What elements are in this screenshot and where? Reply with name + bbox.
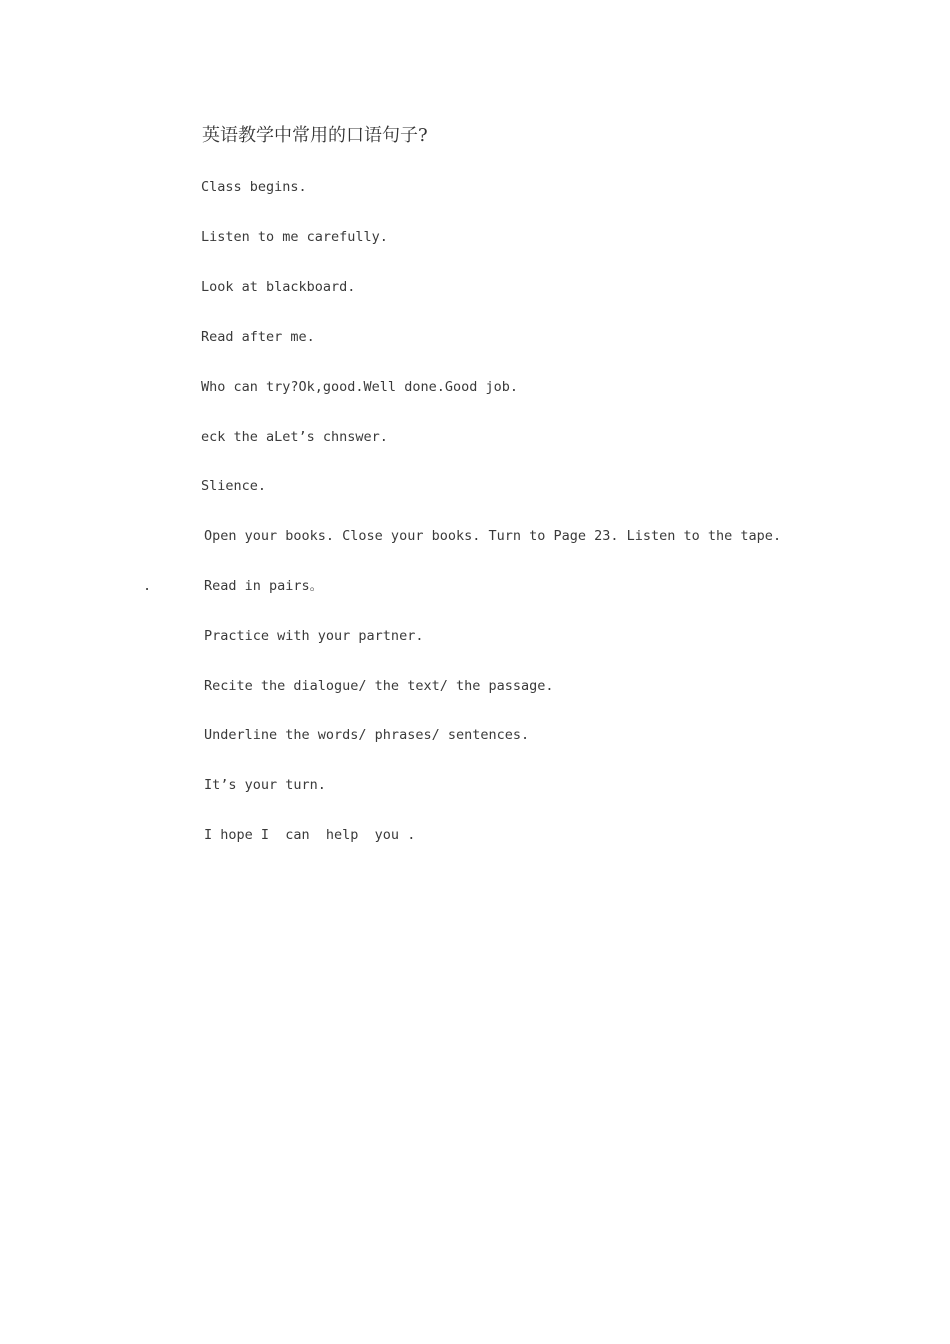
text-line: Look at blackboard. [201,279,356,295]
text-line: Read after me. [201,329,315,345]
text-line: It’s your turn. [204,777,326,793]
stray-mark: . [143,578,152,594]
text-line: Class begins. [201,179,307,195]
text-line: eck the aLet’s chnswer. [201,429,388,445]
text-line: Practice with your partner. [204,628,424,644]
text-line: Recite the dialogue/ the text/ the passage. [204,678,554,694]
text-line: Who can try?Ok,good.Well done.Good job. [201,379,518,395]
text-line: Read in pairs。 [204,578,324,594]
document-title: 英语教学中常用的口语句子? [202,125,428,146]
text-line: Underline the words/ phrases/ sentences. [204,727,530,743]
text-line: I hope I can help you . [204,827,416,843]
text-line: Slience. [201,478,267,494]
text-line: Listen to me carefully. [201,229,388,245]
text-line: Open your books. Close your books. Turn to Page 23. Listen to the tape. [204,528,782,544]
